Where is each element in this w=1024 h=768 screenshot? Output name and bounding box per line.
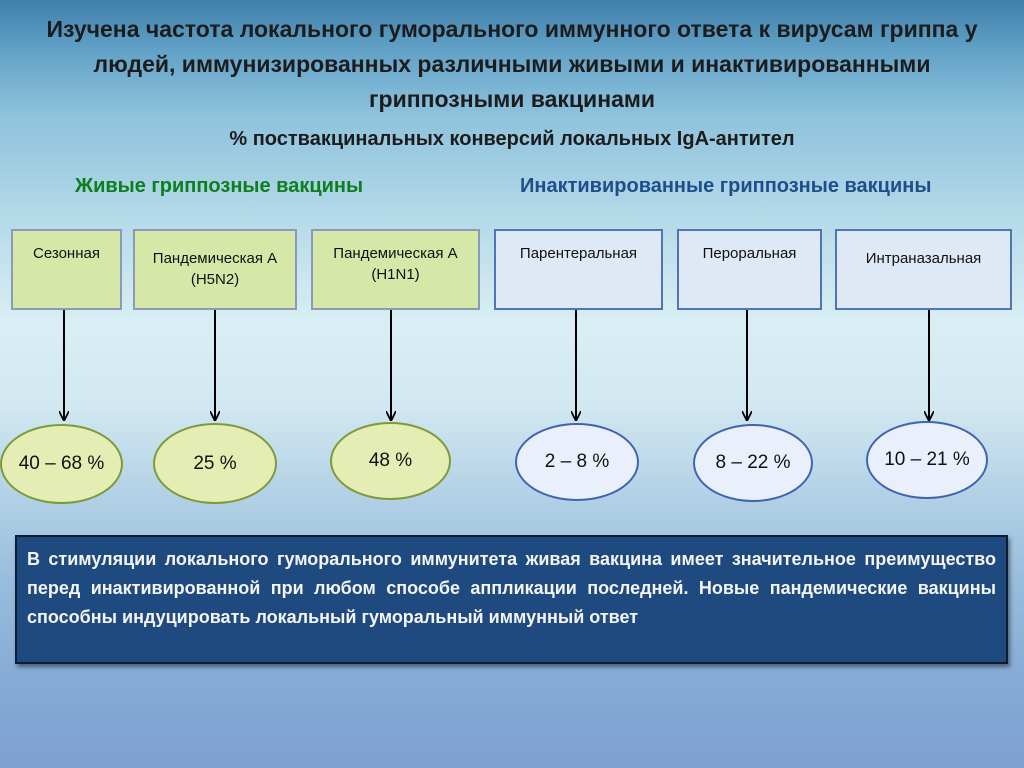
result-circle-pandemic-h1n1: 48 % <box>330 422 451 500</box>
vaccine-box-parenteral: Парентеральная <box>494 229 663 310</box>
result-circle-parenteral: 2 – 8 % <box>515 423 639 501</box>
vaccine-box-oral: Пероральная <box>677 229 822 310</box>
slide-title: Изучена частота локального гуморального иммунного ответа к вирусам гриппа у людей, иммунизированных различными живыми и инактивированными гриппозными вакцинами <box>46 16 978 112</box>
result-circle-oral: 8 – 22 % <box>693 424 813 502</box>
result-circle-seasonal: 40 – 68 % <box>0 424 123 504</box>
vaccine-box-intranasal: Интраназальная <box>835 229 1012 310</box>
vaccine-box-pandemic-h1n1: Пандемическая А (H1N1) <box>311 229 480 310</box>
result-circle-pandemic-h5n2: 25 % <box>153 423 277 504</box>
inactivated-vaccines-heading: Инактивированные гриппозные вакцины <box>520 175 932 197</box>
result-circle-intranasal: 10 – 21 % <box>866 421 988 499</box>
conclusion-box: В стимуляции локального гуморального иммунитета живая вакцина имеет значительное преимущество перед инактивированной при любом способе аппликации последней. Новые пандемические вакцины способны индуцировать локальный гуморальный иммунный ответ <box>15 535 1008 664</box>
vaccine-box-pandemic-h5n2: Пандемическая А (H5N2) <box>133 229 297 310</box>
vaccine-box-seasonal: Сезонная <box>11 229 122 310</box>
slide-subtitle: % поствакцинальных конверсий локальных IgA-антител <box>229 128 795 150</box>
live-vaccines-heading: Живые гриппозные вакцины <box>75 175 364 197</box>
